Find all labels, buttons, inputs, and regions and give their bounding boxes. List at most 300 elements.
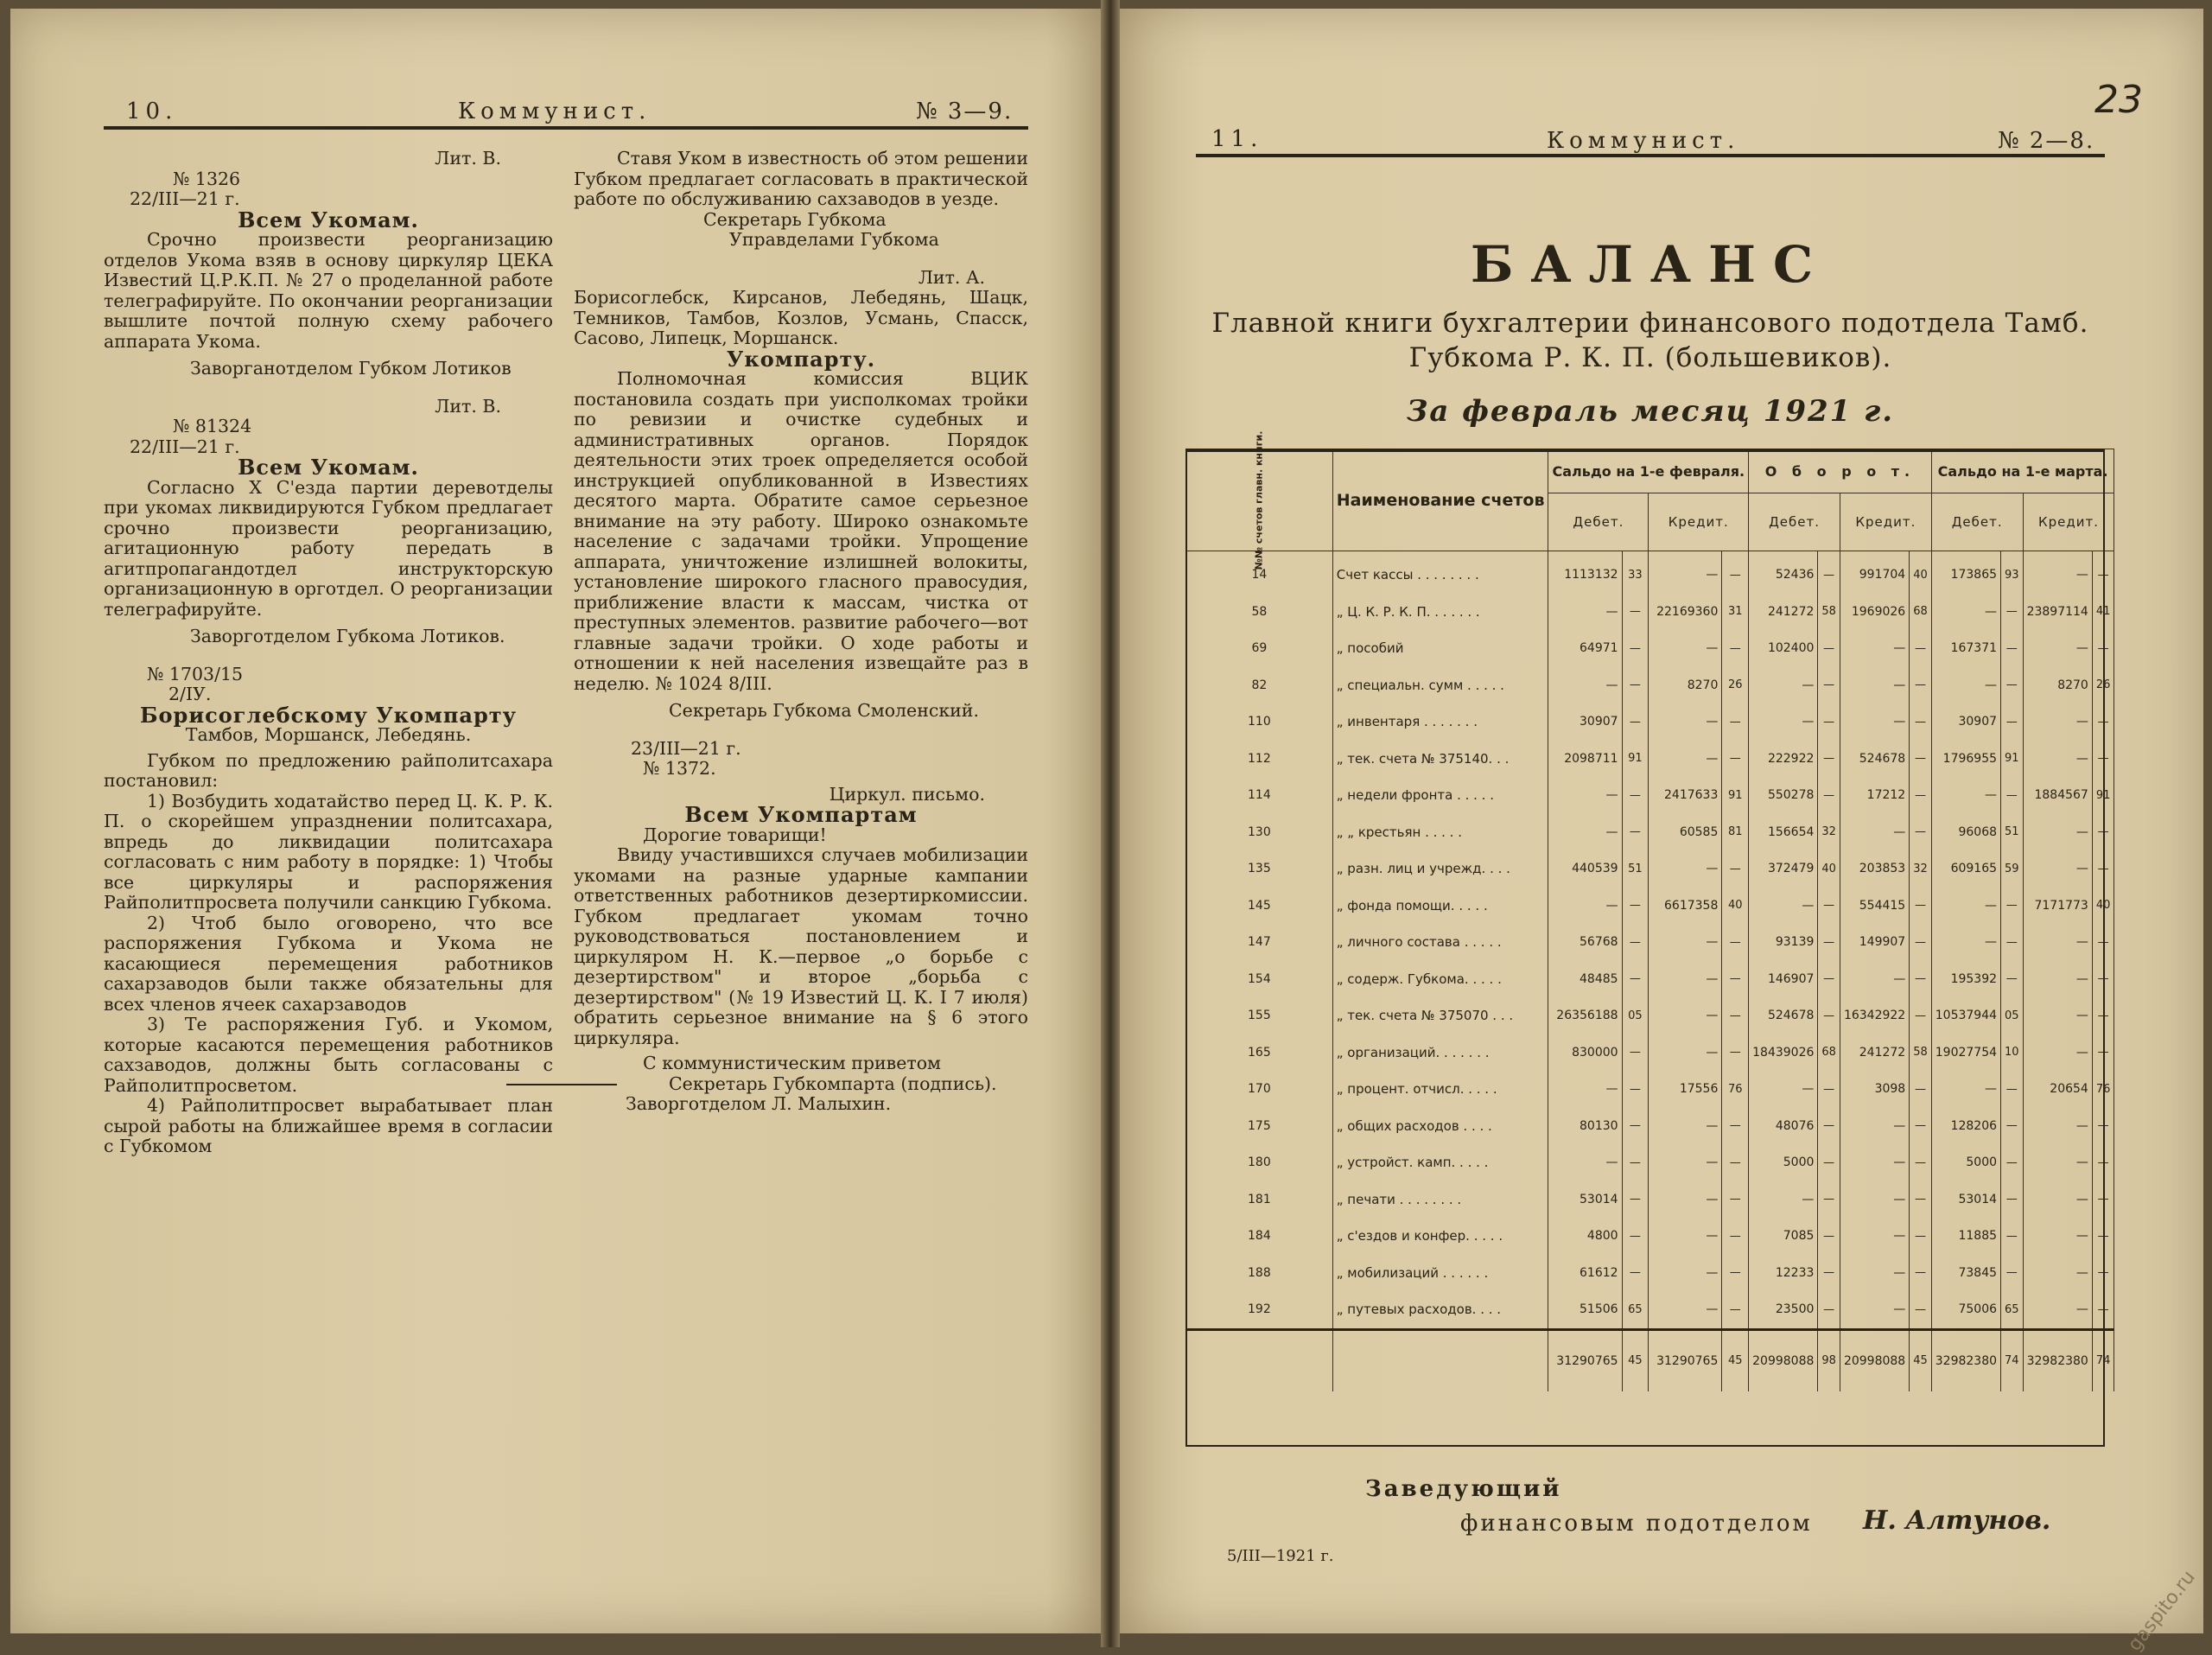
doc4-signature: Секретарь Губкома Смоленский. bbox=[669, 700, 979, 721]
account-code: 58 bbox=[1186, 594, 1333, 631]
amount-kopecks: 40 bbox=[1910, 551, 1932, 594]
account-name: „ тек. счета № 375070 . . . bbox=[1332, 997, 1548, 1034]
amount-rubles: — bbox=[1649, 551, 1722, 594]
amount-kopecks: — bbox=[2092, 1291, 2114, 1329]
amount-kopecks: — bbox=[1622, 667, 1649, 704]
amount-kopecks: 51 bbox=[1622, 850, 1649, 888]
col-header-debet: Дебет. bbox=[1548, 493, 1649, 551]
amount-rubles: 5000 bbox=[1931, 1144, 2000, 1181]
amount-kopecks: — bbox=[1818, 1255, 1840, 1292]
amount-rubles: — bbox=[1840, 1218, 1909, 1255]
amount-rubles: 372479 bbox=[1749, 850, 1818, 888]
amount-rubles: 7171773 bbox=[2023, 888, 2092, 925]
amount-rubles: — bbox=[1931, 888, 2000, 925]
amount-rubles: 52436 bbox=[1749, 551, 1818, 594]
amount-rubles: — bbox=[1931, 777, 2000, 814]
amount-rubles: 554415 bbox=[1840, 888, 1909, 925]
balance-subtitle-1: Главной книги бухгалтерии финансового подотдела Тамб. bbox=[1211, 308, 2089, 339]
amount-rubles: — bbox=[1548, 1071, 1622, 1108]
amount-kopecks: — bbox=[1818, 667, 1840, 704]
amount-kopecks: — bbox=[2092, 703, 2114, 741]
amount-rubles: — bbox=[2023, 1034, 2092, 1072]
amount-rubles: 19027754 bbox=[1931, 1034, 2000, 1072]
amount-rubles: — bbox=[2023, 1144, 2092, 1181]
amount-rubles: — bbox=[1649, 1255, 1722, 1292]
amount-kopecks: — bbox=[2001, 777, 2024, 814]
amount-kopecks: 68 bbox=[1910, 594, 1932, 631]
amount-kopecks: 68 bbox=[1818, 1034, 1840, 1072]
amount-kopecks: — bbox=[2092, 814, 2114, 851]
amount-kopecks: — bbox=[1722, 741, 1749, 778]
doc5-date: 23/III—21 г. bbox=[631, 737, 741, 759]
amount-kopecks: 05 bbox=[1622, 997, 1649, 1034]
amount-rubles: 22169360 bbox=[1649, 594, 1722, 631]
amount-kopecks: — bbox=[2001, 1108, 2024, 1145]
col-header-account-name: Наименование счетов bbox=[1332, 449, 1548, 551]
amount-kopecks: — bbox=[1818, 777, 1840, 814]
amount-kopecks: — bbox=[1622, 1071, 1649, 1108]
table-row bbox=[1186, 997, 2114, 1034]
amount-rubles: 16342922 bbox=[1840, 997, 1909, 1034]
amount-rubles: 440539 bbox=[1548, 850, 1622, 888]
amount-kopecks: — bbox=[1722, 850, 1749, 888]
account-code: 130 bbox=[1186, 814, 1333, 851]
doc5-number: № 1372. bbox=[643, 758, 716, 779]
amount-rubles: 550278 bbox=[1749, 777, 1818, 814]
amount-kopecks: — bbox=[2001, 924, 2024, 961]
amount-rubles: — bbox=[1649, 1181, 1722, 1219]
amount-rubles: — bbox=[1649, 1218, 1722, 1255]
amount-kopecks: — bbox=[1722, 1218, 1749, 1255]
table-row bbox=[1186, 1218, 2114, 1255]
account-name: „ печати . . . . . . . . bbox=[1332, 1181, 1548, 1219]
balance-title: БАЛАНС bbox=[1470, 235, 1831, 294]
amount-kopecks: — bbox=[2092, 1034, 2114, 1072]
account-code: 180 bbox=[1186, 1144, 1333, 1181]
signature-name: Н. Алтунов. bbox=[1863, 1505, 2051, 1536]
amount-kopecks: — bbox=[2001, 594, 2024, 631]
amount-kopecks: — bbox=[1722, 1144, 1749, 1181]
account-code: 165 bbox=[1186, 1034, 1333, 1072]
amount-kopecks: 91 bbox=[2001, 741, 2024, 778]
amount-kopecks: — bbox=[1910, 1071, 1932, 1108]
balance-date: 5/III—1921 г. bbox=[1227, 1547, 1334, 1565]
amount-rubles: — bbox=[1749, 1181, 1818, 1219]
account-name: „ инвентаря . . . . . . . bbox=[1332, 703, 1548, 741]
amount-rubles: 6617358 bbox=[1649, 888, 1722, 925]
amount-kopecks: — bbox=[1818, 961, 1840, 998]
amount-kopecks: 40 bbox=[1722, 888, 1749, 925]
amount-rubles: — bbox=[1931, 1071, 2000, 1108]
amount-kopecks: — bbox=[2092, 1255, 2114, 1292]
total-rubles: 31290765 bbox=[1649, 1329, 1722, 1391]
amount-rubles: — bbox=[1840, 1291, 1909, 1329]
amount-kopecks: — bbox=[2092, 850, 2114, 888]
amount-rubles: 64971 bbox=[1548, 630, 1622, 667]
amount-kopecks: 65 bbox=[2001, 1291, 2024, 1329]
table-row bbox=[1186, 814, 2114, 851]
doc3-point-4: 4) Райполитпросвет вырабатывает план сырой работы на ближайшее время в согласии с Губкомом bbox=[104, 1095, 553, 1156]
doc5-greeting: Дорогие товарищи! bbox=[643, 824, 827, 845]
amount-rubles: 20654 bbox=[2023, 1071, 2092, 1108]
amount-rubles: 128206 bbox=[1931, 1108, 2000, 1145]
signature-department: финансовым подотделом bbox=[1460, 1511, 1813, 1537]
amount-kopecks: — bbox=[1818, 1071, 1840, 1108]
amount-kopecks: — bbox=[1910, 1108, 1932, 1145]
amount-rubles: 2098711 bbox=[1548, 741, 1622, 778]
amount-rubles: — bbox=[2023, 630, 2092, 667]
amount-kopecks: — bbox=[1910, 1255, 1932, 1292]
amount-rubles: 10537944 bbox=[1931, 997, 2000, 1034]
amount-rubles: — bbox=[1840, 703, 1909, 741]
amount-rubles: — bbox=[2023, 850, 2092, 888]
amount-kopecks: 31 bbox=[1722, 594, 1749, 631]
doc3-addressees: Тамбов, Моршанск, Лебедянь. bbox=[185, 724, 472, 745]
account-code: 154 bbox=[1186, 961, 1333, 998]
amount-kopecks: — bbox=[1910, 630, 1932, 667]
amount-rubles: 96068 bbox=[1931, 814, 2000, 851]
amount-kopecks: — bbox=[2001, 888, 2024, 925]
doc3-point-2: 2) Чтоб было оговорено, что все распоряжения Губкома и Укома не касающиеся перемещения работников сахарзаводов были также обязательны для всех членов ячеек сахарзаводов bbox=[104, 912, 553, 1015]
account-code: 145 bbox=[1186, 888, 1333, 925]
amount-rubles: — bbox=[2023, 814, 2092, 851]
amount-rubles: 524678 bbox=[1749, 997, 1818, 1034]
amount-kopecks: — bbox=[2092, 997, 2114, 1034]
amount-kopecks: 91 bbox=[1722, 777, 1749, 814]
amount-kopecks: — bbox=[1910, 1218, 1932, 1255]
amount-kopecks: 59 bbox=[2001, 850, 2024, 888]
amount-kopecks: — bbox=[1622, 924, 1649, 961]
doc3-date: 2/IУ. bbox=[168, 684, 212, 704]
amount-kopecks: 40 bbox=[2092, 888, 2114, 925]
amount-kopecks: — bbox=[2001, 703, 2024, 741]
amount-rubles: 149907 bbox=[1840, 924, 1909, 961]
amount-kopecks: — bbox=[2001, 1218, 2024, 1255]
cont-sig-secretary: Секретарь Губкома bbox=[703, 208, 887, 230]
amount-kopecks: 10 bbox=[2001, 1034, 2024, 1072]
account-code: 14 bbox=[1186, 551, 1333, 594]
amount-rubles: 56768 bbox=[1548, 924, 1622, 961]
amount-kopecks: — bbox=[1722, 1255, 1749, 1292]
table-row bbox=[1186, 850, 2114, 888]
amount-rubles: — bbox=[1749, 667, 1818, 704]
amount-rubles: 17556 bbox=[1649, 1071, 1722, 1108]
amount-kopecks: — bbox=[2001, 1144, 2024, 1181]
amount-rubles: 241272 bbox=[1749, 594, 1818, 631]
amount-kopecks: — bbox=[1722, 997, 1749, 1034]
doc3-number: № 1703/15 bbox=[147, 663, 244, 684]
doc3-intro: Губком по предложению райполитсахара постановил: bbox=[104, 749, 553, 791]
total-rubles: 20998088 bbox=[1749, 1329, 1818, 1391]
amount-kopecks: 76 bbox=[1722, 1071, 1749, 1108]
amount-rubles: — bbox=[1649, 1034, 1722, 1072]
amount-kopecks: 58 bbox=[1818, 594, 1840, 631]
col-header-kredit: Кредит. bbox=[1840, 493, 1931, 551]
amount-rubles: — bbox=[1749, 703, 1818, 741]
amount-kopecks: — bbox=[1722, 703, 1749, 741]
balance-period: За февраль месяц 1921 г. bbox=[1406, 394, 1895, 429]
amount-rubles: 48076 bbox=[1749, 1108, 1818, 1145]
amount-rubles: — bbox=[2023, 551, 2092, 594]
amount-kopecks: — bbox=[1910, 888, 1932, 925]
doc1-date: 22/III—21 г. bbox=[130, 188, 240, 209]
col-header-turnover: О б о р о т. bbox=[1749, 449, 1932, 493]
amount-rubles: — bbox=[1931, 924, 2000, 961]
doc5-heading: Всем Укомпартам bbox=[684, 802, 918, 827]
doc5-closing: С коммунистическим приветом bbox=[643, 1053, 941, 1073]
left-end-rule bbox=[506, 1084, 617, 1085]
amount-kopecks: — bbox=[1622, 594, 1649, 631]
total-rubles: 32982380 bbox=[2023, 1329, 2092, 1391]
amount-kopecks: — bbox=[1818, 924, 1840, 961]
totals-blank bbox=[1186, 1329, 1333, 1391]
amount-kopecks: — bbox=[1622, 703, 1649, 741]
doc1-lit: Лит. В. bbox=[435, 148, 501, 169]
amount-rubles: — bbox=[1931, 594, 2000, 631]
account-code: 135 bbox=[1186, 850, 1333, 888]
account-name: „ общих расходов . . . . bbox=[1332, 1108, 1548, 1145]
amount-kopecks: — bbox=[2092, 961, 2114, 998]
account-name: „ разн. лиц и учрежд. . . . bbox=[1332, 850, 1548, 888]
account-name: „ с'ездов и конфер. . . . . bbox=[1332, 1218, 1548, 1255]
account-code: 110 bbox=[1186, 703, 1333, 741]
amount-rubles: — bbox=[1649, 997, 1722, 1034]
account-code: 181 bbox=[1186, 1181, 1333, 1219]
account-name: „ мобилизаций . . . . . . bbox=[1332, 1255, 1548, 1292]
amount-kopecks: — bbox=[1622, 777, 1649, 814]
total-rubles: 31290765 bbox=[1548, 1329, 1622, 1391]
amount-rubles: — bbox=[1840, 1144, 1909, 1181]
amount-kopecks: 91 bbox=[1622, 741, 1649, 778]
table-row bbox=[1186, 1255, 2114, 1292]
amount-rubles: 5000 bbox=[1749, 1144, 1818, 1181]
table-row bbox=[1186, 1181, 2114, 1219]
doc2-lit: Лит. В. bbox=[435, 395, 501, 417]
amount-rubles: 1796955 bbox=[1931, 741, 2000, 778]
table-row bbox=[1186, 888, 2114, 925]
doc4-lit: Лит. А. bbox=[918, 266, 985, 288]
account-name: „ тек. счета № 375140. . . bbox=[1332, 741, 1548, 778]
col-header-balance-mar: Сальдо на 1-е марта. bbox=[1931, 449, 2114, 493]
account-code: 170 bbox=[1186, 1071, 1333, 1108]
amount-kopecks: — bbox=[2001, 1071, 2024, 1108]
doc1-body: Срочно произвести реорганизацию отделов Укома взяв в основу циркуляр ЦЕКА Известий Ц.Р.К.П. № 27 о проделанной работе телеграфируйте. По окончании реорганизации вышлите почтой полную схему рабочего аппарата Укома. bbox=[104, 229, 553, 352]
amount-rubles: 23500 bbox=[1749, 1291, 1818, 1329]
doc3-heading: Борисоглебскому Укомпарту bbox=[140, 702, 517, 728]
amount-rubles: 146907 bbox=[1749, 961, 1818, 998]
account-code: 192 bbox=[1186, 1291, 1333, 1329]
right-issue-number: № 2—8. bbox=[1998, 128, 2095, 154]
amount-rubles: 75006 bbox=[1931, 1291, 2000, 1329]
total-kopecks: 74 bbox=[2001, 1329, 2024, 1391]
amount-kopecks: — bbox=[1622, 961, 1649, 998]
amount-rubles: 2417633 bbox=[1649, 777, 1722, 814]
amount-kopecks: — bbox=[1910, 961, 1932, 998]
totals-row bbox=[1186, 1329, 2114, 1391]
amount-kopecks: — bbox=[1622, 1144, 1649, 1181]
amount-kopecks: — bbox=[1622, 814, 1649, 851]
amount-rubles: — bbox=[1649, 961, 1722, 998]
account-code: 147 bbox=[1186, 924, 1333, 961]
amount-kopecks: — bbox=[1622, 1108, 1649, 1145]
amount-rubles: — bbox=[1840, 630, 1909, 667]
doc1-signature: Заворганотделом Губком Лотиков bbox=[190, 358, 512, 379]
amount-kopecks: — bbox=[1722, 1291, 1749, 1329]
amount-rubles: 12233 bbox=[1749, 1255, 1818, 1292]
amount-kopecks: — bbox=[1622, 888, 1649, 925]
amount-kopecks: — bbox=[1818, 630, 1840, 667]
doc4-addressees: Борисоглебск, Кирсанов, Лебедянь, Шацк, Темников, Тамбов, Козлов, Усмань, Спасск, Сасово, Липецк, Моршанск. bbox=[574, 287, 1028, 348]
amount-rubles: 203853 bbox=[1840, 850, 1909, 888]
amount-kopecks: — bbox=[1910, 814, 1932, 851]
account-name: „ организаций. . . . . . . bbox=[1332, 1034, 1548, 1072]
amount-rubles: — bbox=[1649, 1144, 1722, 1181]
amount-kopecks: — bbox=[1622, 1034, 1649, 1072]
amount-rubles: — bbox=[2023, 703, 2092, 741]
amount-rubles: — bbox=[1548, 814, 1622, 851]
amount-kopecks: — bbox=[2092, 1218, 2114, 1255]
amount-kopecks: — bbox=[2092, 1144, 2114, 1181]
amount-rubles: 23897114 bbox=[2023, 594, 2092, 631]
amount-kopecks: — bbox=[1722, 961, 1749, 998]
account-code: 175 bbox=[1186, 1108, 1333, 1145]
signature-title: Заведующий bbox=[1365, 1476, 1562, 1502]
amount-rubles: 51506 bbox=[1548, 1291, 1622, 1329]
amount-kopecks: 58 bbox=[1910, 1034, 1932, 1072]
amount-kopecks: — bbox=[1622, 1218, 1649, 1255]
amount-rubles: 195392 bbox=[1931, 961, 2000, 998]
table-row bbox=[1186, 667, 2114, 704]
amount-kopecks: — bbox=[1722, 1034, 1749, 1072]
amount-rubles: 8270 bbox=[2023, 667, 2092, 704]
table-row bbox=[1186, 1144, 2114, 1181]
balance-table bbox=[1185, 430, 2114, 1391]
amount-rubles: 1884567 bbox=[2023, 777, 2092, 814]
doc2-number: № 81324 bbox=[173, 416, 252, 436]
account-name: „ процент. отчисл. . . . . bbox=[1332, 1071, 1548, 1108]
amount-rubles: — bbox=[2023, 741, 2092, 778]
binding-gutter bbox=[1101, 0, 1120, 1647]
total-rubles: 32982380 bbox=[1931, 1329, 2000, 1391]
amount-rubles: 53014 bbox=[1548, 1181, 1622, 1219]
amount-kopecks: — bbox=[1910, 1291, 1932, 1329]
col-header-account-number: №№ счетов главн. книги. bbox=[1186, 449, 1333, 551]
amount-rubles: — bbox=[1649, 741, 1722, 778]
amount-kopecks: 40 bbox=[1818, 850, 1840, 888]
account-name: „ путевых расходов. . . . bbox=[1332, 1291, 1548, 1329]
amount-rubles: — bbox=[2023, 997, 2092, 1034]
account-name: „ устройст. камп. . . . . bbox=[1332, 1144, 1548, 1181]
col-header-kredit: Кредит. bbox=[1649, 493, 1749, 551]
cont-body: Ставя Уком в известность об этом решении Губком предлагает согласовать в практической работе по обслуживанию сахзаводов в уезде. bbox=[574, 148, 1028, 209]
amount-rubles: — bbox=[2023, 1291, 2092, 1329]
left-header-rule bbox=[104, 126, 1028, 130]
amount-rubles: — bbox=[1548, 594, 1622, 631]
amount-kopecks: — bbox=[1818, 741, 1840, 778]
total-kopecks: 98 bbox=[1818, 1329, 1840, 1391]
amount-rubles: — bbox=[2023, 961, 2092, 998]
amount-rubles: — bbox=[2023, 1181, 2092, 1219]
amount-kopecks: — bbox=[1910, 703, 1932, 741]
account-code: 184 bbox=[1186, 1218, 1333, 1255]
amount-rubles: 3098 bbox=[1840, 1071, 1909, 1108]
amount-rubles: 48485 bbox=[1548, 961, 1622, 998]
amount-kopecks: — bbox=[2001, 1181, 2024, 1219]
doc2-heading: Всем Укомам. bbox=[238, 455, 419, 480]
amount-kopecks: 33 bbox=[1622, 551, 1649, 594]
doc3-point-3: 3) Те распоряжения Губ. и Укомом, которые касаются перемещения работников сахзаводов, должны быть согласованы с Райполитпросветом. bbox=[104, 1014, 553, 1096]
amount-kopecks: — bbox=[1722, 924, 1749, 961]
account-code: 112 bbox=[1186, 741, 1333, 778]
right-paper-title: Коммунист. bbox=[1547, 128, 1740, 154]
amount-kopecks: — bbox=[1622, 1181, 1649, 1219]
total-kopecks: 45 bbox=[1622, 1329, 1649, 1391]
amount-rubles: 18439026 bbox=[1749, 1034, 1818, 1072]
amount-rubles: — bbox=[1548, 1144, 1622, 1181]
amount-kopecks: — bbox=[1722, 551, 1749, 594]
amount-kopecks: — bbox=[1722, 1181, 1749, 1219]
doc1-number: № 1326 bbox=[173, 168, 241, 189]
amount-rubles: — bbox=[2023, 924, 2092, 961]
amount-kopecks: — bbox=[2092, 551, 2114, 594]
amount-kopecks: — bbox=[1818, 1218, 1840, 1255]
account-name: „ фонда помощи. . . . . bbox=[1332, 888, 1548, 925]
amount-rubles: 4800 bbox=[1548, 1218, 1622, 1255]
account-code: 69 bbox=[1186, 630, 1333, 667]
amount-rubles: 11885 bbox=[1931, 1218, 2000, 1255]
left-paper-title: Коммунист. bbox=[458, 99, 652, 124]
amount-rubles: — bbox=[1840, 1181, 1909, 1219]
amount-rubles: — bbox=[1840, 961, 1909, 998]
table-row bbox=[1186, 703, 2114, 741]
amount-rubles: 7085 bbox=[1749, 1218, 1818, 1255]
amount-rubles: — bbox=[1649, 1108, 1722, 1145]
amount-rubles: 1969026 bbox=[1840, 594, 1909, 631]
amount-rubles: 167371 bbox=[1931, 630, 2000, 667]
total-rubles: 20998088 bbox=[1840, 1329, 1909, 1391]
account-code: 188 bbox=[1186, 1255, 1333, 1292]
doc4-heading: Укомпарту. bbox=[726, 346, 876, 372]
totals-blank bbox=[1332, 1329, 1548, 1391]
amount-rubles: — bbox=[1840, 1108, 1909, 1145]
amount-kopecks: — bbox=[2001, 1255, 2024, 1292]
amount-rubles: 30907 bbox=[1548, 703, 1622, 741]
amount-kopecks: 32 bbox=[1818, 814, 1840, 851]
amount-kopecks: — bbox=[1818, 551, 1840, 594]
amount-rubles: — bbox=[1840, 667, 1909, 704]
amount-rubles: 991704 bbox=[1840, 551, 1909, 594]
amount-kopecks: — bbox=[2001, 667, 2024, 704]
amount-rubles: — bbox=[2023, 1108, 2092, 1145]
handwritten-page-mark: 23 bbox=[2094, 78, 2143, 122]
amount-kopecks: 26 bbox=[2092, 667, 2114, 704]
col-header-debet: Дебет. bbox=[1749, 493, 1840, 551]
amount-kopecks: 32 bbox=[1910, 850, 1932, 888]
amount-rubles: 1113132 bbox=[1548, 551, 1622, 594]
amount-kopecks: — bbox=[1818, 1291, 1840, 1329]
account-name: „ специальн. сумм . . . . . bbox=[1332, 667, 1548, 704]
amount-kopecks: — bbox=[2001, 630, 2024, 667]
amount-rubles: 17212 bbox=[1840, 777, 1909, 814]
amount-rubles: 102400 bbox=[1749, 630, 1818, 667]
amount-kopecks: 65 bbox=[1622, 1291, 1649, 1329]
amount-kopecks: — bbox=[1910, 777, 1932, 814]
amount-rubles: 156654 bbox=[1749, 814, 1818, 851]
amount-kopecks: — bbox=[1818, 1108, 1840, 1145]
amount-rubles: 8270 bbox=[1649, 667, 1722, 704]
right-header-rule bbox=[1196, 154, 2105, 157]
right-page-number: 11. bbox=[1211, 126, 1263, 152]
